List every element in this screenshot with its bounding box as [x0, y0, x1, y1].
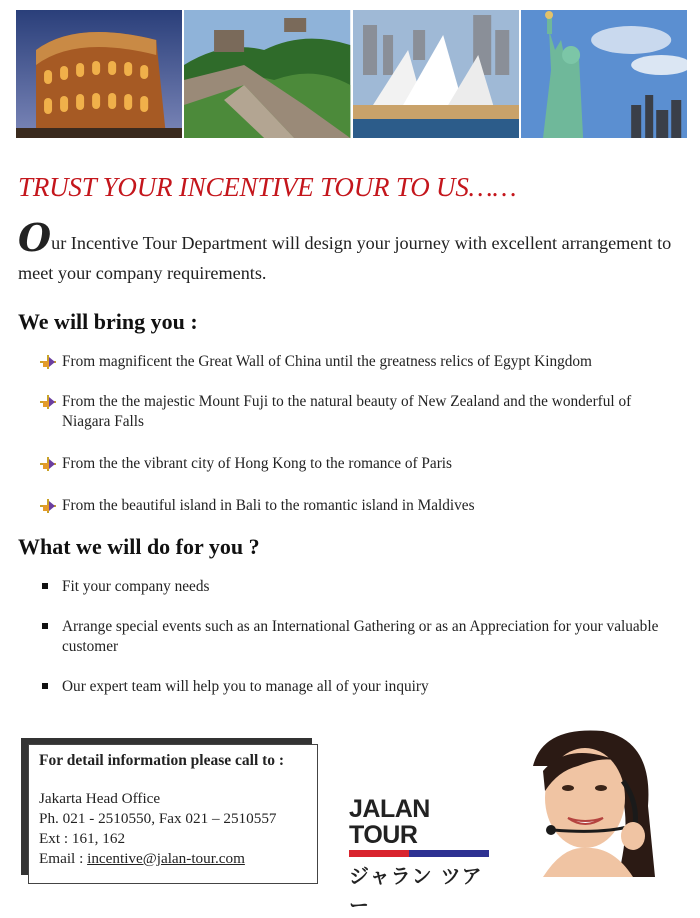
intro-text: ur Incentive Tour Department will design your journey with excellent arrangement to meet your company requirements.	[18, 233, 672, 283]
logo-wordmark: JALAN TOUR	[349, 795, 430, 849]
contact-box	[28, 744, 318, 884]
landmark-banner	[16, 10, 687, 138]
call-center-operator-photo	[523, 726, 655, 877]
sydney-opera-house-photo	[353, 10, 519, 138]
arrow-bullet-icon	[40, 499, 56, 513]
contact-ext: Ext : 161, 162	[39, 830, 126, 847]
do-list	[40, 577, 680, 697]
list-item: From the the vibrant city of Hong Kong to the romance of Paris	[40, 454, 680, 474]
contact-phone-fax: Ph. 021 - 2510550, Fax 021 – 2510557	[39, 810, 277, 827]
contact-office: Jakarta Head Office	[39, 790, 161, 807]
list-item: From the beautiful island in Bali to the romantic island in Maldives	[40, 496, 680, 516]
list-item: Arrange special events such as an International Gathering or as an Appreciation for your valuable customer	[40, 617, 680, 657]
contact-title: For detail information please call to :	[39, 752, 285, 769]
arrow-bullet-icon	[40, 457, 56, 471]
drop-cap: O	[18, 215, 52, 260]
do-section-title: What we will do for you ?	[18, 534, 260, 559]
logo-japanese-text: ジャラン ツアー	[349, 864, 483, 917]
intro-paragraph	[18, 215, 686, 288]
jalan-tour-logo	[349, 796, 489, 918]
colosseum-photo	[16, 10, 182, 138]
square-bullet-icon	[42, 683, 48, 689]
list-item: From the the majestic Mount Fuji to the natural beauty of New Zealand and the wonderful of Niagara Falls	[40, 392, 680, 432]
contact-email-line: Email : incentive@jalan-tour.com	[39, 850, 245, 867]
statue-of-liberty-photo	[521, 10, 687, 138]
list-item: Fit your company needs	[40, 577, 680, 597]
email-link[interactable]: incentive@jalan-tour.com	[87, 850, 245, 867]
list-item: From magnificent the Great Wall of China until the greatness relics of Egypt Kingdom	[40, 352, 680, 372]
arrow-bullet-icon	[40, 355, 56, 369]
square-bullet-icon	[42, 583, 48, 589]
headline: TRUST YOUR INCENTIVE TOUR TO US……	[18, 172, 517, 202]
bring-list	[40, 352, 680, 516]
square-bullet-icon	[42, 623, 48, 629]
list-item: Our expert team will help you to manage all of your inquiry	[40, 677, 680, 697]
great-wall-photo	[184, 10, 350, 138]
bring-section-title: We will bring you :	[18, 309, 198, 334]
arrow-bullet-icon	[40, 395, 56, 409]
logo-color-bar	[349, 850, 489, 857]
